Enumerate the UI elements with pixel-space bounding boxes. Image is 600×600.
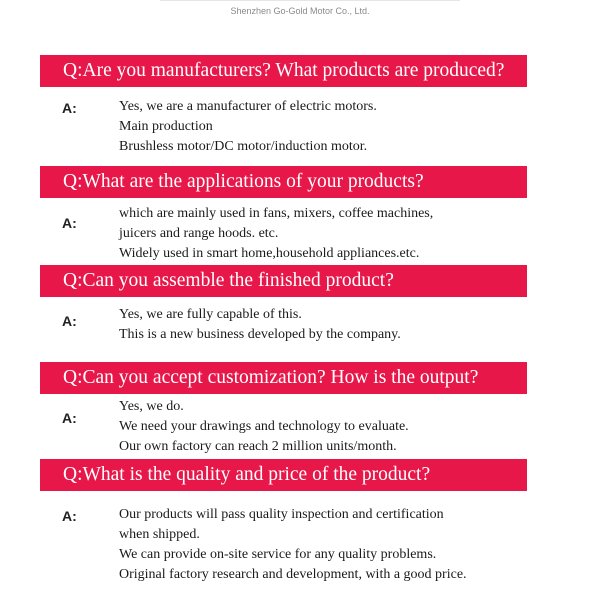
answer-line: which are mainly used in fans, mixers, coffee machines, bbox=[119, 206, 434, 221]
faq-question: Q:What is the quality and price of the product? bbox=[40, 459, 527, 491]
answer-line: Our own factory can reach 2 million units/month. bbox=[119, 439, 397, 454]
faq-answer bbox=[119, 305, 589, 345]
answer-label: A: bbox=[62, 313, 77, 329]
faq-question: Q:What are the applications of your products? bbox=[40, 166, 527, 198]
answer-line: Main production bbox=[119, 119, 213, 134]
answer-line: We can provide on-site service for any quality problems. bbox=[119, 547, 437, 562]
answer-label: A: bbox=[62, 508, 77, 524]
company-name: Shenzhen Go-Gold Motor Co., Ltd. bbox=[230, 6, 370, 16]
answer-line: Our products will pass quality inspection and certification bbox=[119, 507, 444, 522]
faq-answer bbox=[119, 505, 589, 585]
answer-label: A: bbox=[62, 215, 77, 231]
faq-question: Q:Can you assemble the finished product? bbox=[40, 265, 527, 297]
answer-line: when shipped. bbox=[119, 527, 200, 542]
faq-answer bbox=[119, 97, 589, 157]
answer-line: juicers and range hoods. etc. bbox=[119, 226, 279, 241]
answer-line: This is a new business developed by the company. bbox=[119, 327, 401, 342]
faq-answer bbox=[119, 397, 589, 457]
faq-question: Q:Are you manufacturers? What products are produced? bbox=[40, 55, 527, 87]
answer-line: Yes, we are fully capable of this. bbox=[119, 307, 302, 322]
faq-answer bbox=[119, 204, 589, 264]
answer-line: We need your drawings and technology to evaluate. bbox=[119, 419, 409, 434]
answer-line: Original factory research and development, with a good price. bbox=[119, 567, 467, 582]
top-divider bbox=[160, 0, 460, 1]
answer-label: A: bbox=[62, 100, 77, 116]
faq-question: Q:Can you accept customization? How is the output? bbox=[40, 362, 527, 394]
answer-line: Brushless motor/DC motor/induction motor. bbox=[119, 139, 368, 154]
answer-line: Yes, we do. bbox=[119, 399, 184, 414]
answer-label: A: bbox=[62, 410, 77, 426]
answer-line: Yes, we are a manufacturer of electric motors. bbox=[119, 99, 377, 114]
answer-line: Widely used in smart home,household appliances.etc. bbox=[119, 246, 420, 261]
